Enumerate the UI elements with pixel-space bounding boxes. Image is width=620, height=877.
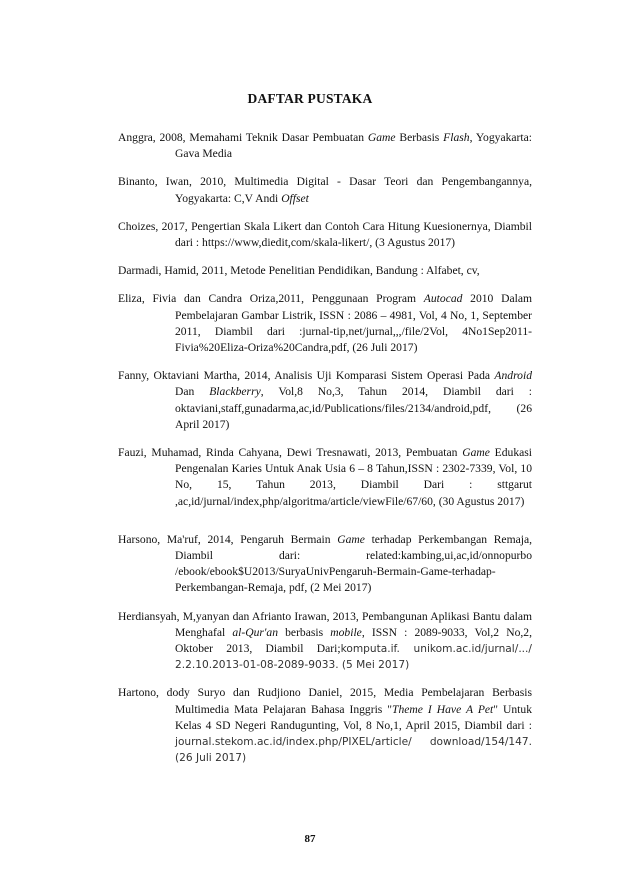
reference-text: " Untuk Kelas 4 SD Negeri Randugunting, Vol, 8 No,1, April 2015, Diambil dari : bbox=[175, 702, 532, 732]
reference-text: Anggra, 2008, Memahami Teknik Dasar Pembuatan bbox=[118, 131, 368, 144]
reference-text: 2010 Dalam Pembelajaran Gambar Listrik, ISSN : 2086 – 4981, Vol, 4 No, 1, September 2011, Diambil dari :jurnal-tip,net/jurnal,,,/file/2Vol, 4No1Sep2011-Fivia%20Eliza-Oriza%20Candra,pdf, (26 Juli 2017) bbox=[175, 292, 532, 355]
reference-item bbox=[118, 368, 532, 433]
reference-item bbox=[118, 532, 532, 597]
reference-text: Edukasi Pengenalan Karies Untuk Anak Usia 6 – 8 Tahun,ISSN : 2302-7339, Vol, 10 No, 15, Tahun 2013, Diambil Dari : sttgarut ,ac,id/jurnal/index,php/algoritma/article/viewFile/67/60, (30 Agustus 2017) bbox=[175, 446, 533, 508]
reference-text: Choizes, 2017, Pengertian Skala Likert dan Contoh Cara Hitung Kuesionernya, Diambil dari : https://www,diedit,com/skala-likert/, (3 Agustus 2017) bbox=[118, 219, 532, 250]
italic-term: Blackberry bbox=[209, 385, 261, 399]
reference-text: Herdiansyah, M,yanyan dan Afrianto Irawan, 2013, Pembangunan Aplikasi Bantu dalam Menghafal bbox=[118, 609, 532, 639]
italic-term: Offset bbox=[281, 191, 309, 205]
reference-item bbox=[118, 291, 532, 356]
italic-term: Game bbox=[337, 532, 365, 546]
reference-text: Binanto, Iwan, 2010, Multimedia Digital - Dasar Teori dan Pengembangannya, Yogyakarta: C,V Andi bbox=[118, 175, 532, 205]
reference-text: Fauzi, Muhamad, Rinda Cahyana, Dewi Tresnawati, 2013, Pembuatan bbox=[118, 446, 463, 460]
reference-item bbox=[118, 445, 532, 510]
reference-text: Berbasis bbox=[395, 131, 444, 144]
reference-item bbox=[118, 263, 532, 279]
url-text: komputa.if. unikom.ac.id/jurnal/.../ 2.2.10.2013-01-08-2089-9033. (5 Mei 2017) bbox=[175, 643, 532, 672]
reference-item bbox=[118, 130, 532, 162]
reference-text: Harsono, Ma'ruf, 2014, Pengaruh Bermain bbox=[118, 532, 338, 546]
italic-term: Game bbox=[367, 131, 396, 144]
url-text: journal.stekom.ac.id/index.php/PIXEL/article/ download/154/147. (26 Juli 2017) bbox=[175, 736, 532, 765]
reference-text: berbasis bbox=[278, 625, 331, 639]
reference-item bbox=[118, 609, 532, 674]
reference-text: Darmadi, Hamid, 2011, Metode Penelitian Pendidikan, Bandung : Alfabet, cv, bbox=[118, 264, 480, 278]
reference-text: Fanny, Oktaviani Martha, 2014, Analisis Uji Komparasi Sistem Operasi Pada bbox=[118, 369, 495, 383]
italic-term: mobile bbox=[330, 625, 362, 639]
reference-text: , Yogyakarta: Gava Media bbox=[175, 131, 532, 161]
reference-item bbox=[118, 685, 532, 766]
italic-term: al-Qur'an bbox=[232, 625, 278, 639]
italic-term: Android bbox=[494, 369, 532, 383]
italic-term: Flash bbox=[443, 131, 470, 144]
page-number: 87 bbox=[304, 833, 316, 845]
reference-list bbox=[118, 130, 532, 767]
reference-text: terhadap Perkembangan Remaja, Diambil dari: related:kambing,ui,ac,id/onnopurbo /ebook/ebook$U2013/SuryaUnivPengaruh-Bermain-Game-terhadap-Perkembangan-Remaja, pdf, (2 Mei 2017) bbox=[175, 532, 532, 595]
italic-term: Game bbox=[462, 446, 490, 460]
reference-text: Hartono, dody Suryo dan Rudjiono Daniel, 2015, Media Pembelajaran Berbasis Multimedia Mata Pelajaran Bahasa Inggris " bbox=[118, 686, 532, 716]
reference-item bbox=[118, 174, 532, 206]
page-title: DAFTAR PUSTAKA bbox=[247, 91, 373, 106]
italic-term: Theme I Have A Pet bbox=[392, 702, 494, 716]
reference-text: Dan bbox=[175, 385, 210, 399]
reference-text: Eliza, Fivia dan Candra Oriza,2011, Penggunaan Program bbox=[118, 292, 424, 306]
reference-text: , ISSN : 2089-9033, Vol,2 No,2, Oktober 2013, Diambil Dari; bbox=[175, 625, 532, 656]
reference-item bbox=[118, 219, 532, 251]
italic-term: Autocad bbox=[423, 292, 463, 306]
reference-text: , Vol,8 No,3, Tahun 2014, Diambil dari : oktaviani,staff,gunadarma,ac,id/Publications/files/2134/android,pdf, (26 April 2017) bbox=[175, 385, 532, 431]
